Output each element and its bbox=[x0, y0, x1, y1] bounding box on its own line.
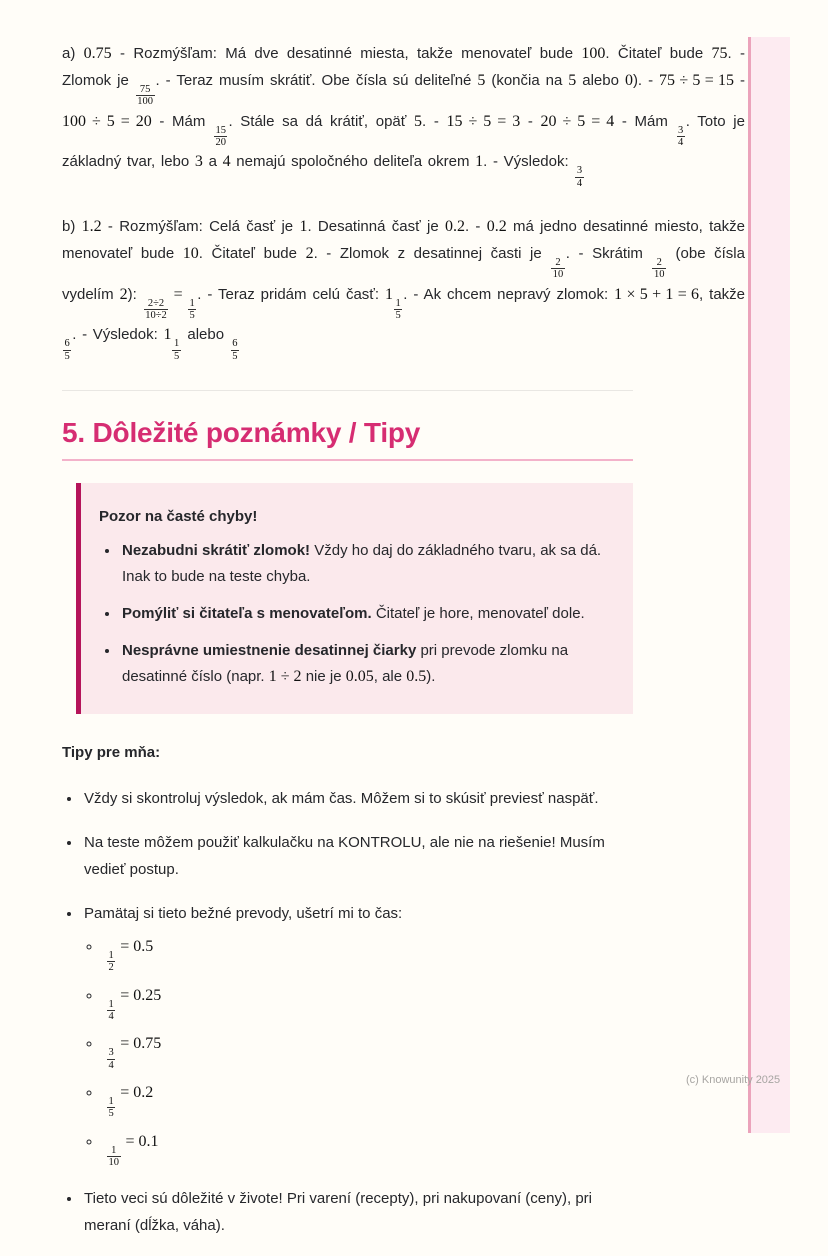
fraction: $\frac{6}{5}$ bbox=[64, 338, 70, 362]
conversion-item: ◦ $\frac{1}{5}$ = 0.2 bbox=[102, 1080, 633, 1120]
fraction: $\frac{1}{5}$ bbox=[189, 297, 195, 321]
tips-item-text: Pamätaj si tieto bežné prevody, ušetrí mi to čas: bbox=[84, 904, 403, 922]
fraction: ◦ $\frac{1}{4}$ bbox=[108, 998, 114, 1022]
warning-callout bbox=[76, 483, 633, 714]
fraction: $\frac{1}{5}$ bbox=[173, 338, 180, 362]
tips-item bbox=[82, 785, 633, 812]
tips-item bbox=[82, 829, 633, 883]
section-heading: 5. Dôležité poznámky / Tipy bbox=[62, 417, 633, 461]
conversion-item: ◦ $\frac{3}{4}$ = 0.75 bbox=[102, 1031, 633, 1071]
conversion-item: ◦ $\frac{1}{4}$ = 0.25 bbox=[102, 983, 633, 1023]
tips-heading: Tipy pre mňa: bbox=[62, 743, 161, 761]
callout-item: • Pomýliť si čitateľa s menovateľom. Čitateľ je hore, menovateľ dole. bbox=[120, 601, 607, 627]
example-b-paragraph: b) 1.2 - Rozmýšľam: Celá časť je 1. Desatinná časť je 0.2. - 0.2 má jedno desatinné miesto, takže menovateľ bude 10. Čitateľ bude 2. - Zlomok z desatinnej časti je $\frac{2}{10}$ . - Skrátim $\frac{2}{10}$ (obe čísla vydelím 2): $\frac{2\div 2}{10\div 2}$ = $\frac{1}{5}$ . - Teraz pridám celú časť: 1 $\frac{1}{5}$ . - Ak chcem nepravý zlomok: 1 × 5 + 1 = 6, takže $\frac{6}{5}$ . - Výsledok: 1 $\frac{1}{5}$ alebo $\frac{6}{5}$ bbox=[62, 217, 745, 362]
tips-item bbox=[82, 1185, 633, 1239]
fraction: $\frac{6}{5}$ bbox=[232, 338, 238, 362]
fraction: $\frac{3}{4}$ bbox=[576, 165, 583, 189]
callout-list bbox=[99, 538, 607, 690]
fraction: $\frac{15}{20}$ bbox=[215, 124, 226, 148]
fraction: ◦ $\frac{1}{10}$ bbox=[108, 1144, 119, 1168]
conversion-item: ◦ $\frac{1}{2}$ = 0.5 bbox=[102, 934, 633, 974]
callout-item: • Nezabudni skrátiť zlomok! Vždy ho daj do základného tvaru, ak sa dá. Inak to bude na teste chyba. bbox=[120, 538, 607, 590]
conversions-list bbox=[84, 934, 633, 1168]
callout-item: • Nesprávne umiestnenie desatinnej čiarky pri prevode zlomku na desatinné číslo (napr. 1 ÷ 2 nie je 0.05, ale 0.5). bbox=[120, 638, 607, 690]
fraction: ◦ $\frac{3}{4}$ bbox=[108, 1047, 114, 1071]
conversion-item: ◦ $\frac{1}{10}$ = 0.1 bbox=[102, 1129, 633, 1169]
tips-list bbox=[62, 785, 633, 1239]
fraction: $\frac{2}{10}$ bbox=[552, 256, 564, 281]
section-divider bbox=[62, 390, 633, 391]
fraction: ◦ $\frac{1}{5}$ bbox=[108, 1095, 114, 1120]
fraction: $\frac{2\div 2}{10\div 2}$ bbox=[145, 297, 167, 321]
tips-item-text: Vždy si skontroluj výsledok, ak mám čas. Môžem si to skúsiť previesť naspäť. bbox=[84, 789, 599, 807]
tips-item-text: Na teste môžem použiť kalkulačku na KONTROLU, ale nie na riešenie! Musím vedieť postup. bbox=[84, 833, 605, 878]
fraction: $\frac{3}{4}$ bbox=[678, 124, 684, 148]
right-page-strip bbox=[748, 37, 790, 1133]
main-content bbox=[62, 40, 745, 1256]
watermark: (c) Knowunity 2025 bbox=[686, 1074, 781, 1086]
tips-item bbox=[82, 900, 633, 1168]
callout-title: Pozor na časté chyby! bbox=[99, 507, 258, 525]
tips-item-text: Tieto veci sú dôležité v živote! Pri varení (recepty), pri nakupovaní (ceny), pri meraní (dĺžka, váha). bbox=[84, 1190, 592, 1235]
fraction: $\frac{75}{100}$ bbox=[137, 84, 154, 108]
example-a-paragraph: a) 0.75 - Rozmýšľam: Má dve desatinné miesta, takže menovateľ bude 100. Čitateľ bude 75. - Zlomok je $\frac{75}{100}$ . - Teraz musím skrátiť. Obe čísla sú deliteľné 5 (končia na 5 alebo 0). - 75 ÷ 5 = 15 - 100 ÷ 5 = 20 - Mám $\frac{15}{20}$ . Stále sa dá krátiť, opäť 5. - 15 ÷ 5 = 3 - 20 ÷ 5 = 4 - Mám $\frac{3}{4}$ . Toto je základný tvar, lebo 3 a 4 nemajú spoločného deliteľa okrem 1. - Výsledok: $\frac{3}{4}$ bbox=[62, 45, 745, 189]
fraction: ◦ $\frac{1}{2}$ bbox=[108, 949, 114, 974]
fraction: $\frac{1}{5}$ bbox=[395, 297, 401, 321]
fraction: $\frac{2}{10}$ bbox=[653, 256, 665, 281]
